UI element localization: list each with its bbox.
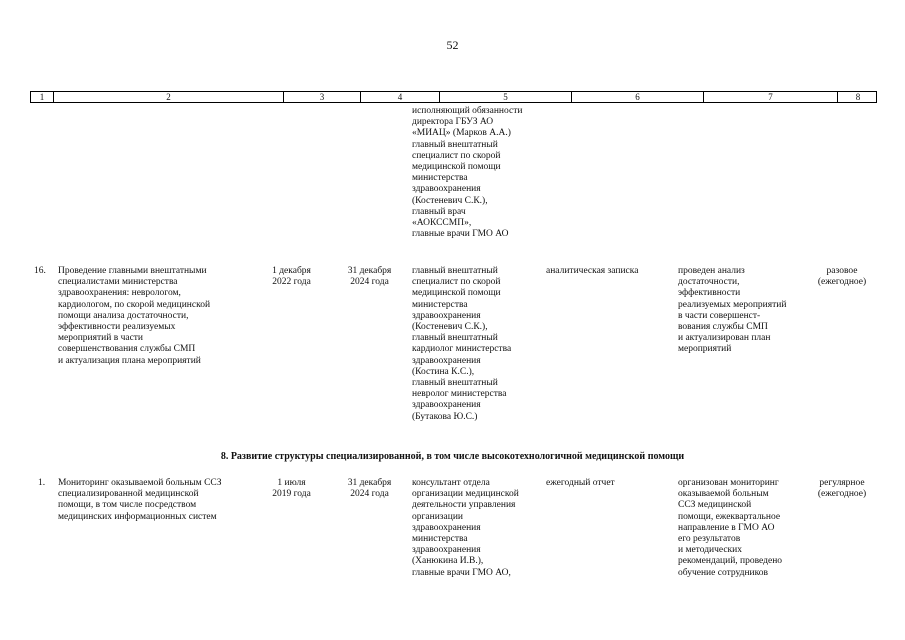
header-col-2: 2: [54, 92, 284, 102]
row-16-responsible: главный внештатный специалист по скорой медицинской помощи министерства здравоохранения (Костеневич С.К.), главный внештатный кардиолог министерства здравоохранения (Костина К.С.), главный внештатный невролог министерства здравоохранения (Бутакова Ю.С.): [412, 266, 512, 422]
row-16-activity: Проведение главными внештатными специалистами министерства здравоохранения: неврологом, кардиологом, по скорой медицинской помощи анализа достаточности, эффективности реализуемых мероприятий в части совершенствования службы СМП и актуализация плана мероприятий: [58, 266, 211, 366]
row-1-frequency: регулярное (ежегодное): [817, 478, 867, 500]
header-col-6: 6: [572, 92, 704, 102]
row-16-outcome: проведен анализ достаточности, эффективности реализуемых мероприятий в части совершенст- вования службы СМП и актуализирован план мероприятий: [678, 266, 787, 355]
row-1-responsible: консультант отдела организации медицинской деятельности управления организации здравоохранения министерства здравоохранения (Ханюкина И.В.), главные врачи ГМО АО,: [412, 478, 519, 578]
row-1-result-doc: ежегодный отчет: [546, 478, 615, 488]
section-heading: 8. Развитие структуры специализированной, в том числе высокотехнологичной медицинской помощи: [220, 451, 685, 462]
table-header-row: [30, 91, 877, 103]
row-16-frequency: разовое (ежегодное): [817, 266, 867, 288]
continuation-responsible: исполняющий обязанности директора ГБУЗ АО «МИАЦ» (Марков А.А.) главный внештатный специалист по скорой медицинской помощи министерства здравоохранения (Костеневич С.К.), главный врач «АОКССМП», главные врачи ГМО АО: [412, 106, 523, 240]
header-col-8: 8: [855, 92, 861, 102]
header-col-1: 1: [31, 92, 54, 102]
header-col-3: 3: [284, 92, 361, 102]
header-col-7: 7: [704, 92, 838, 102]
row-16-start-date: 1 декабря 2022 года: [272, 266, 311, 288]
row-16-end-date: 31 декабря 2024 года: [347, 266, 392, 288]
row-1-activity: Мониторинг оказываемой больным ССЗ специализированной медицинской помощи, в том числе посредством медицинских информационных систем: [58, 478, 222, 522]
header-col-5: 5: [440, 92, 572, 102]
row-1-end-date: 31 декабря 2024 года: [347, 478, 392, 500]
header-col-4: 4: [361, 92, 440, 102]
row-1-number: 1.: [38, 478, 46, 488]
page-number: 52: [446, 38, 459, 52]
row-1-outcome: организован мониторинг оказываемой больным ССЗ медицинской помощи, ежеквартальное направление в ГМО АО его результатов и методических рекомендаций, проведено обучение сотрудников: [678, 478, 783, 578]
row-16-number: 16.: [34, 266, 46, 276]
row-1-start-date: 1 июля 2019 года: [272, 478, 311, 500]
row-16-result-doc: аналитическая записка: [546, 266, 639, 276]
